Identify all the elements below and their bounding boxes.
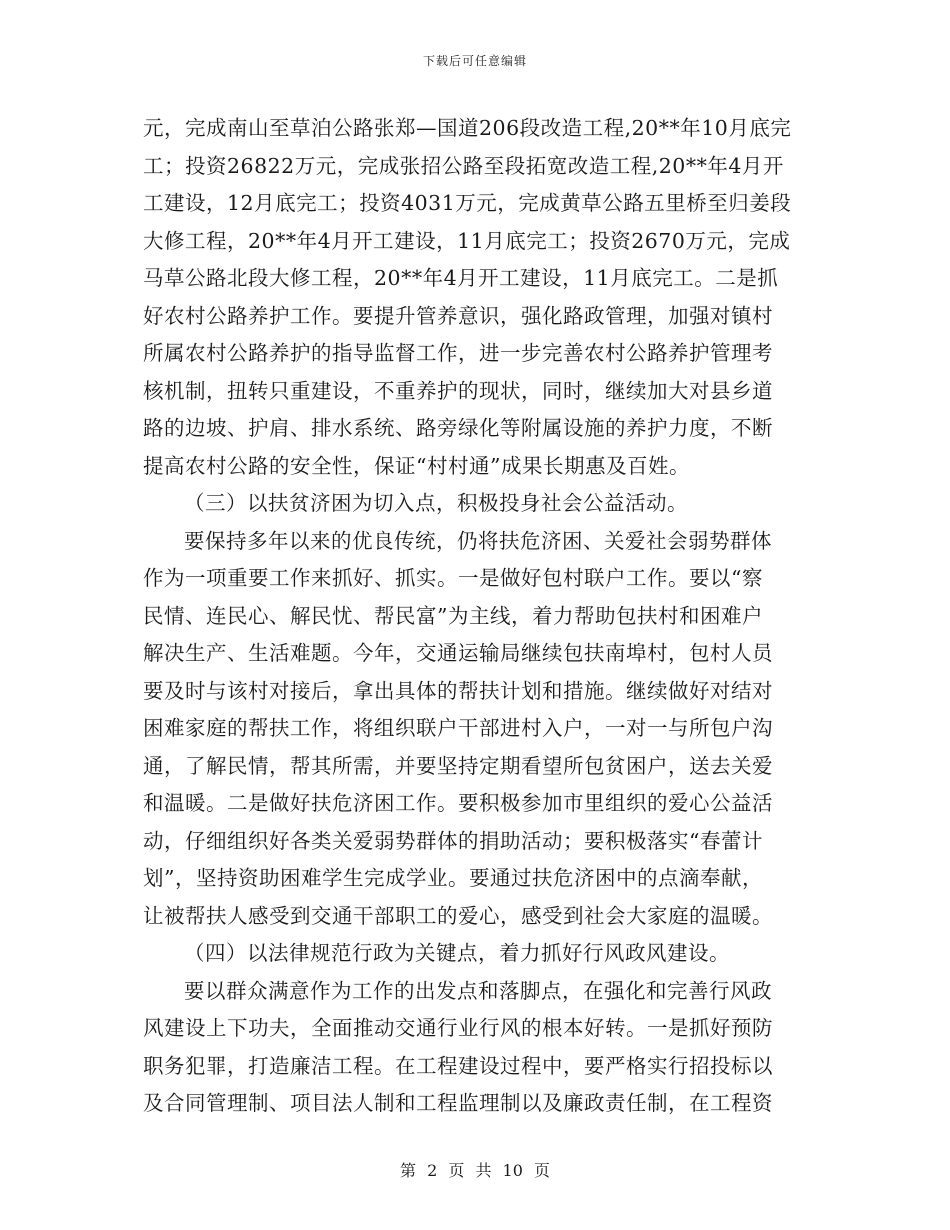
text-line: 核机制，扭转只重建设，不重养护的现状，同时，继续加大对县乡道: [143, 378, 773, 403]
text-line: 要及时与该村对接后，拿出具体的帮扶计划和措施。继续做好对结对: [143, 678, 773, 703]
paragraph-start: 要保持多年以来的优良传统，仍将扶危济困、关爱社会弱势群体: [184, 528, 772, 553]
page-header: 下载后可任意编辑: [422, 54, 527, 68]
text-line: 好农村公路养护工作。要提升管养意识，强化路政管理，加强对镇村: [143, 303, 773, 328]
paragraph-start: 要以群众满意作为工作的出发点和落脚点，在强化和完善行风政: [184, 978, 772, 1003]
text-line: 所属农村公路养护的指导监督工作，进一步完善农村公路养护管理考: [143, 341, 773, 365]
text-line: 困难家庭的帮扶工作，将组织联户干部进村入户，一对一与所包户沟: [143, 716, 773, 740]
section-heading-3: （三）以扶贫济困为切入点，积极投身社会公益活动。: [184, 491, 688, 515]
text-line: 和温暖。二是做好扶危济困工作。要积极参加市里组织的爱心公益活: [143, 791, 773, 815]
text-line: 解决生产、生活难题。今年，交通运输局继续包扶南埠村，包村人员: [143, 641, 773, 665]
text-line: 工；投资26822万元，完成张招公路至段拓宽改造工程,20**年4月开: [143, 153, 784, 178]
text-line: 元，完成南山至草泊公路张郑—国道206段改造工程,20**年10月底完: [143, 116, 792, 140]
text-line: 作为一项重要工作来抓好、抓实。一是做好包村联户工作。要以“察: [143, 566, 763, 590]
text-line: 划”，坚持资助困难学生完成学业。要通过扶危济困中的点滴奉献，: [143, 866, 763, 890]
text-line: 工建设，12月底完工；投资4031万元，完成黄草公路五里桥至归姜段: [143, 191, 792, 215]
text-line: 动，仔细组织好各类关爱弱势群体的捐助活动；要积极落实“春蕾计: [143, 828, 763, 853]
text-line: 路的边坡、护肩、排水系统、路旁绿化等附属设施的养护力度，不断: [143, 416, 773, 440]
text-line: 大修工程，20**年4月开工建设，11月底完工；投资2670万元，完成: [143, 228, 791, 253]
text-line: 民情、连民心、解民忧、帮民富”为主线，着力帮助包扶村和困难户: [143, 603, 763, 628]
document-body: [143, 110, 811, 1123]
section-heading-4: （四）以法律规范行政为关键点，着力抓好行风政风建设。: [184, 941, 730, 965]
text-line: 及合同管理制、项目法人制和工程监理制以及廉政责任制，在工程资: [143, 1091, 773, 1115]
text-line: 马草公路北段大修工程，20**年4月开工建设，11月底完工。二是抓: [143, 266, 779, 290]
text-line: 风建设上下功夫，全面推动交通行业行风的根本好转。一是抓好预防: [143, 1016, 773, 1040]
text-line: 让被帮扶人感受到交通干部职工的爱心，感受到社会大家庭的温暖。: [143, 903, 773, 928]
text-line: 提高农村公路的安全性，保证“村村通”成果长期惠及百姓。: [143, 453, 690, 478]
text-line: 通，了解民情，帮其所需，并要坚持定期看望所包贫困户，送去关爱: [143, 753, 773, 778]
text-line: 职务犯罪，打造廉洁工程。在工程建设过程中，要严格实行招投标以: [143, 1053, 773, 1078]
page-footer: 第 2 页 共 10 页: [400, 1161, 550, 1180]
